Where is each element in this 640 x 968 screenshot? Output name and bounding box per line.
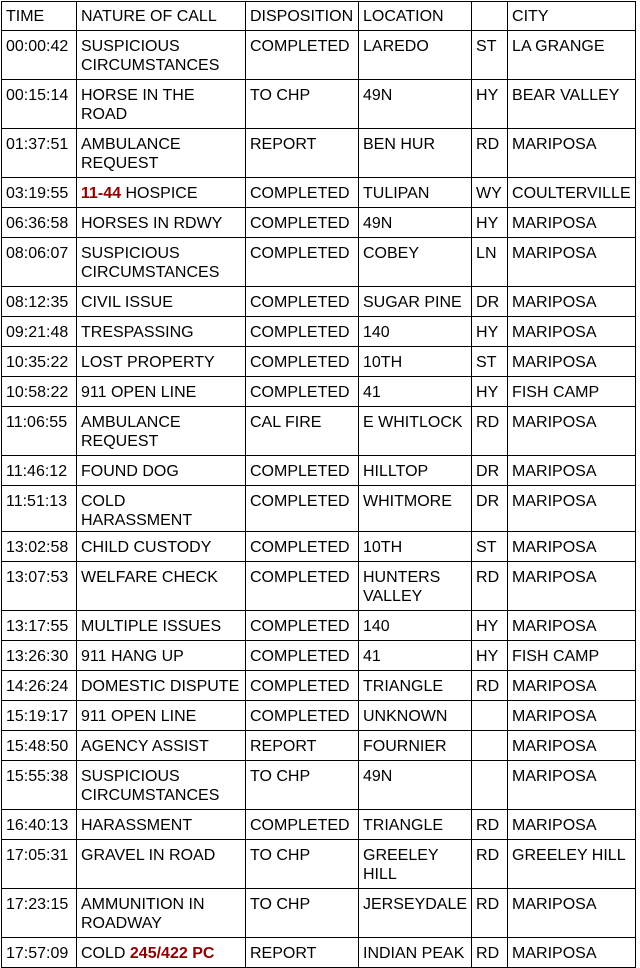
cell-nature-of-call	[77, 456, 246, 486]
header-suffix	[472, 2, 508, 31]
cell-time: 11:51:13	[2, 486, 77, 532]
nature-text: TRESPASSING	[81, 324, 194, 341]
nature-text: AMMUNITION IN ROADWAY	[81, 896, 209, 932]
cell-location: GREELEY HILL	[359, 840, 472, 889]
cell-location: HUNTERS VALLEY	[359, 562, 472, 611]
table-row	[2, 407, 636, 456]
cell-disposition: TO CHP	[246, 761, 359, 810]
cell-time: 13:17:55	[2, 611, 77, 641]
cell-suffix: RD	[472, 129, 508, 178]
cell-disposition: COMPLETED	[246, 347, 359, 377]
cell-time: 00:15:14	[2, 80, 77, 129]
cell-nature-of-call	[77, 238, 246, 287]
cell-city: MARIPOSA	[508, 238, 636, 287]
cell-time: 06:36:58	[2, 208, 77, 238]
cell-city: MARIPOSA	[508, 671, 636, 701]
cell-disposition: REPORT	[246, 731, 359, 761]
cell-time: 17:23:15	[2, 889, 77, 938]
cell-city: MARIPOSA	[508, 889, 636, 938]
cell-location: 49N	[359, 761, 472, 810]
cell-disposition: COMPLETED	[246, 810, 359, 840]
cell-location: TRIANGLE	[359, 671, 472, 701]
cell-suffix: HY	[472, 611, 508, 641]
cell-nature-of-call	[77, 641, 246, 671]
cell-city: MARIPOSA	[508, 532, 636, 562]
cell-time: 15:48:50	[2, 731, 77, 761]
cell-city: MARIPOSA	[508, 129, 636, 178]
nature-text: HARASSMENT	[81, 817, 193, 834]
header-time: TIME	[2, 2, 77, 31]
cell-suffix: HY	[472, 377, 508, 407]
cell-nature-of-call	[77, 208, 246, 238]
cell-nature-of-call	[77, 671, 246, 701]
cell-disposition: COMPLETED	[246, 178, 359, 208]
cell-time: 03:19:55	[2, 178, 77, 208]
cell-suffix: HY	[472, 641, 508, 671]
table-row	[2, 456, 636, 486]
cell-suffix: DR	[472, 456, 508, 486]
cell-time: 11:06:55	[2, 407, 77, 456]
nature-text: FOUND DOG	[81, 463, 179, 480]
penal-code: 11-44	[81, 185, 122, 202]
cell-city: MARIPOSA	[508, 317, 636, 347]
cell-location: COBEY	[359, 238, 472, 287]
nature-text: AGENCY ASSIST	[81, 738, 209, 755]
cell-location: 41	[359, 377, 472, 407]
cell-disposition: COMPLETED	[246, 486, 359, 532]
cell-nature-of-call	[77, 129, 246, 178]
cell-suffix: DR	[472, 287, 508, 317]
cell-suffix: RD	[472, 889, 508, 938]
penal-code: 245/422 PC	[129, 945, 215, 962]
cell-suffix: ST	[472, 31, 508, 80]
cell-suffix	[472, 761, 508, 810]
cell-suffix: WY	[472, 178, 508, 208]
cell-city: LA GRANGE	[508, 31, 636, 80]
cell-nature-of-call	[77, 347, 246, 377]
cell-location: UNKNOWN	[359, 701, 472, 731]
cell-nature-of-call	[77, 377, 246, 407]
nature-text: HOSPICE	[121, 185, 198, 202]
cell-suffix: HY	[472, 208, 508, 238]
nature-text: SUSPICIOUS CIRCUMSTANCES	[81, 768, 220, 804]
cell-nature-of-call	[77, 562, 246, 611]
cell-nature-of-call	[77, 532, 246, 562]
cell-city: BEAR VALLEY	[508, 80, 636, 129]
cell-disposition: TO CHP	[246, 889, 359, 938]
cell-disposition: REPORT	[246, 129, 359, 178]
cell-disposition: CAL FIRE	[246, 407, 359, 456]
header-city: CITY	[508, 2, 636, 31]
cell-nature-of-call	[77, 80, 246, 129]
cell-suffix: RD	[472, 671, 508, 701]
table-row	[2, 611, 636, 641]
cell-nature-of-call	[77, 317, 246, 347]
table-row	[2, 532, 636, 562]
cell-time: 16:40:13	[2, 810, 77, 840]
nature-text: LOST PROPERTY	[81, 354, 215, 371]
cell-suffix: ST	[472, 532, 508, 562]
cell-nature-of-call	[77, 810, 246, 840]
cell-disposition: COMPLETED	[246, 641, 359, 671]
cell-suffix: RD	[472, 840, 508, 889]
cell-location: TULIPAN	[359, 178, 472, 208]
cell-location: 49N	[359, 80, 472, 129]
nature-text: HORSES IN RDWY	[81, 215, 223, 232]
cell-time: 10:58:22	[2, 377, 77, 407]
cell-suffix: RD	[472, 938, 508, 968]
cell-city: MARIPOSA	[508, 810, 636, 840]
cell-city: MARIPOSA	[508, 407, 636, 456]
nature-prefix: COLD	[81, 945, 130, 962]
cell-location: FOURNIER	[359, 731, 472, 761]
cell-location: 49N	[359, 208, 472, 238]
cell-location: BEN HUR	[359, 129, 472, 178]
cell-location: INDIAN PEAK	[359, 938, 472, 968]
table-row	[2, 641, 636, 671]
nature-text: WELFARE CHECK	[81, 569, 218, 586]
cell-time: 15:19:17	[2, 701, 77, 731]
cell-disposition: COMPLETED	[246, 317, 359, 347]
nature-text: SUSPICIOUS CIRCUMSTANCES	[81, 245, 220, 281]
cell-location: 10TH	[359, 347, 472, 377]
cell-location: SUGAR PINE	[359, 287, 472, 317]
cell-disposition: TO CHP	[246, 840, 359, 889]
cell-location: JERSEYDALE	[359, 889, 472, 938]
nature-text: CIVIL ISSUE	[81, 294, 173, 311]
cell-location: WHITMORE	[359, 486, 472, 532]
cell-location: 41	[359, 641, 472, 671]
cell-time: 15:55:38	[2, 761, 77, 810]
cell-suffix	[472, 731, 508, 761]
table-row	[2, 238, 636, 287]
cell-city: FISH CAMP	[508, 641, 636, 671]
table-row	[2, 31, 636, 80]
cell-time: 08:06:07	[2, 238, 77, 287]
cell-nature-of-call	[77, 840, 246, 889]
cell-disposition: REPORT	[246, 938, 359, 968]
cell-nature-of-call	[77, 889, 246, 938]
cell-suffix: ST	[472, 347, 508, 377]
nature-text: 911 OPEN LINE	[81, 708, 197, 725]
cell-location: 140	[359, 317, 472, 347]
cell-disposition: COMPLETED	[246, 671, 359, 701]
cell-city: MARIPOSA	[508, 731, 636, 761]
table-row	[2, 731, 636, 761]
table-row	[2, 178, 636, 208]
cell-location: HILLTOP	[359, 456, 472, 486]
cell-nature-of-call	[77, 178, 246, 208]
cell-suffix: RD	[472, 407, 508, 456]
cell-disposition: COMPLETED	[246, 208, 359, 238]
header-location: LOCATION	[359, 2, 472, 31]
cell-nature-of-call	[77, 486, 246, 532]
cell-disposition: COMPLETED	[246, 287, 359, 317]
cell-suffix: RD	[472, 810, 508, 840]
cell-suffix: HY	[472, 317, 508, 347]
cell-nature-of-call	[77, 611, 246, 641]
cell-city: MARIPOSA	[508, 347, 636, 377]
cell-location: 10TH	[359, 532, 472, 562]
nature-text: SUSPICIOUS CIRCUMSTANCES	[81, 38, 220, 74]
cell-city: GREELEY HILL	[508, 840, 636, 889]
cell-disposition: COMPLETED	[246, 456, 359, 486]
cell-location: LAREDO	[359, 31, 472, 80]
table-row	[2, 347, 636, 377]
cell-city: MARIPOSA	[508, 486, 636, 532]
table-row	[2, 208, 636, 238]
nature-text: MULTIPLE ISSUES	[81, 618, 222, 635]
cell-time: 13:07:53	[2, 562, 77, 611]
cell-city: COULTERVILLE	[508, 178, 636, 208]
table-row	[2, 317, 636, 347]
cell-nature-of-call	[77, 938, 246, 968]
cell-disposition: COMPLETED	[246, 532, 359, 562]
cell-time: 09:21:48	[2, 317, 77, 347]
nature-text: HORSE IN THE ROAD	[81, 87, 199, 123]
cell-city: MARIPOSA	[508, 938, 636, 968]
cell-suffix: HY	[472, 80, 508, 129]
cell-city: MARIPOSA	[508, 456, 636, 486]
table-row	[2, 287, 636, 317]
cell-time: 11:46:12	[2, 456, 77, 486]
cell-city: MARIPOSA	[508, 208, 636, 238]
nature-text: 911 HANG UP	[81, 648, 184, 665]
table-row	[2, 486, 636, 532]
cell-time: 00:00:42	[2, 31, 77, 80]
nature-text: COLD HARASSMENT	[81, 493, 193, 529]
table-row	[2, 377, 636, 407]
cell-time: 13:02:58	[2, 532, 77, 562]
cell-city: FISH CAMP	[508, 377, 636, 407]
cell-disposition: COMPLETED	[246, 611, 359, 641]
cell-nature-of-call	[77, 761, 246, 810]
nature-text: GRAVEL IN ROAD	[81, 847, 216, 864]
cell-nature-of-call	[77, 407, 246, 456]
cell-time: 17:57:09	[2, 938, 77, 968]
table-row	[2, 701, 636, 731]
table-row	[2, 129, 636, 178]
table-row	[2, 810, 636, 840]
cell-location: E WHITLOCK	[359, 407, 472, 456]
table-row	[2, 938, 636, 968]
cell-disposition: COMPLETED	[246, 562, 359, 611]
cell-disposition: COMPLETED	[246, 377, 359, 407]
cell-nature-of-call	[77, 701, 246, 731]
cell-suffix	[472, 701, 508, 731]
cell-time: 08:12:35	[2, 287, 77, 317]
header-nature-of-call: NATURE OF CALL	[77, 2, 246, 31]
cell-time: 17:05:31	[2, 840, 77, 889]
nature-text: CHILD CUSTODY	[81, 539, 212, 556]
cell-city: MARIPOSA	[508, 611, 636, 641]
cell-time: 10:35:22	[2, 347, 77, 377]
cell-nature-of-call	[77, 31, 246, 80]
cell-city: MARIPOSA	[508, 562, 636, 611]
call-log-table	[1, 1, 636, 968]
cell-nature-of-call	[77, 287, 246, 317]
header-disposition: DISPOSITION	[246, 2, 359, 31]
cell-disposition: COMPLETED	[246, 701, 359, 731]
cell-disposition: TO CHP	[246, 80, 359, 129]
cell-disposition: COMPLETED	[246, 238, 359, 287]
nature-text: 911 OPEN LINE	[81, 384, 197, 401]
cell-time: 13:26:30	[2, 641, 77, 671]
cell-suffix: RD	[472, 562, 508, 611]
header-row	[2, 2, 636, 31]
table-row	[2, 562, 636, 611]
cell-time: 14:26:24	[2, 671, 77, 701]
nature-text: DOMESTIC DISPUTE	[81, 678, 240, 695]
cell-time: 01:37:51	[2, 129, 77, 178]
nature-text: AMBULANCE REQUEST	[81, 414, 186, 450]
table-row	[2, 761, 636, 810]
table-row	[2, 889, 636, 938]
cell-nature-of-call	[77, 731, 246, 761]
table-row	[2, 671, 636, 701]
cell-suffix: LN	[472, 238, 508, 287]
cell-location: TRIANGLE	[359, 810, 472, 840]
table-row	[2, 80, 636, 129]
cell-disposition: COMPLETED	[246, 31, 359, 80]
cell-city: MARIPOSA	[508, 761, 636, 810]
cell-suffix: DR	[472, 486, 508, 532]
table-row	[2, 840, 636, 889]
nature-text: AMBULANCE REQUEST	[81, 136, 186, 172]
cell-location: 140	[359, 611, 472, 641]
cell-city: MARIPOSA	[508, 287, 636, 317]
cell-city: MARIPOSA	[508, 701, 636, 731]
